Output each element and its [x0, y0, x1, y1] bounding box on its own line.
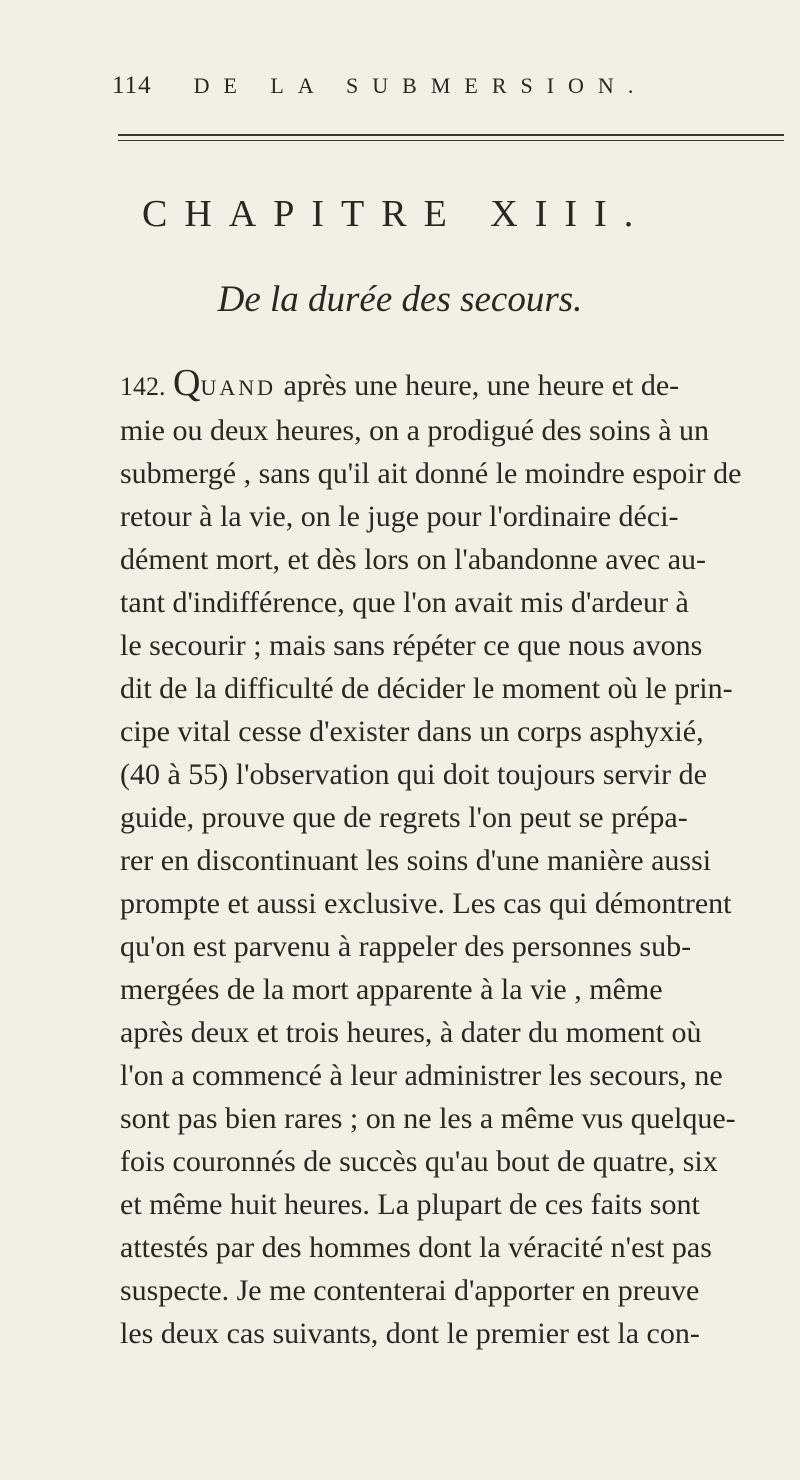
- text-line: sont pas bien rares ; on ne les a même vus quelque-: [120, 1102, 736, 1135]
- text-line: et même huit heures. La plupart de ces faits sont: [120, 1188, 700, 1221]
- initial-letter: Q: [173, 362, 201, 404]
- header-rule-thick: [118, 134, 784, 136]
- text-line: dément mort, et dès lors on l'abandonne avec au-: [120, 543, 707, 576]
- text-line: suspecte. Je me contenterai d'apporter en preuve: [120, 1274, 700, 1307]
- text-line: cipe vital cesse d'exister dans un corps asphyxié,: [120, 715, 704, 748]
- text-line: le secourir ; mais sans répéter ce que nous avons: [120, 629, 703, 662]
- text-line: prompte et aussi exclusive. Les cas qui démontrent: [120, 887, 732, 920]
- running-head: [112, 72, 732, 100]
- paragraph-142: [120, 362, 788, 1355]
- text-line: les deux cas suivants, dont le premier est la con-: [120, 1317, 700, 1350]
- text-line: attestés par des hommes dont la véracité n'est pas: [120, 1231, 712, 1264]
- text-line: (40 à 55) l'observation qui doit toujours servir de: [120, 758, 707, 791]
- text-line: retour à la vie, on le juge pour l'ordinaire déci-: [120, 500, 679, 533]
- first-word-smallcaps: UAND: [200, 375, 277, 400]
- text-line: rer en discontinuant les soins d'une manière aussi: [120, 844, 712, 877]
- page-number: 114: [112, 72, 152, 99]
- chapter-heading: CHAPITRE XIII.: [142, 193, 651, 235]
- paragraph-number: 142.: [120, 372, 166, 401]
- text-line: tant d'indifférence, que l'on avait mis d'ardeur à: [120, 586, 689, 619]
- text-line: après deux et trois heures, à dater du moment où: [120, 1016, 702, 1049]
- text-line: mergées de la mort apparente à la vie , même: [120, 973, 663, 1006]
- text-line: qu'on est parvenu à rappeler des personnes sub-: [120, 930, 692, 963]
- chapter-subtitle: De la durée des secours.: [217, 279, 583, 320]
- text-line: mie ou deux heures, on a prodigué des soins à un: [120, 414, 710, 447]
- text-line: fois couronnés de succès qu'au bout de quatre, six: [120, 1145, 718, 1178]
- first-line-text: après une heure, une heure et de-: [283, 369, 680, 402]
- running-title: DE LA SUBMERSION.: [193, 73, 648, 98]
- text-line: dit de la difficulté de décider le moment où le prin-: [120, 672, 733, 705]
- text-line: submergé , sans qu'il ait donné le moindre espoir de: [120, 457, 742, 490]
- text-line: l'on a commencé à leur administrer les secours, ne: [120, 1059, 723, 1092]
- first-line: [120, 362, 788, 409]
- text-line: guide, prouve que de regrets l'on peut se prépa-: [120, 801, 688, 834]
- header-rule-thin: [118, 140, 784, 141]
